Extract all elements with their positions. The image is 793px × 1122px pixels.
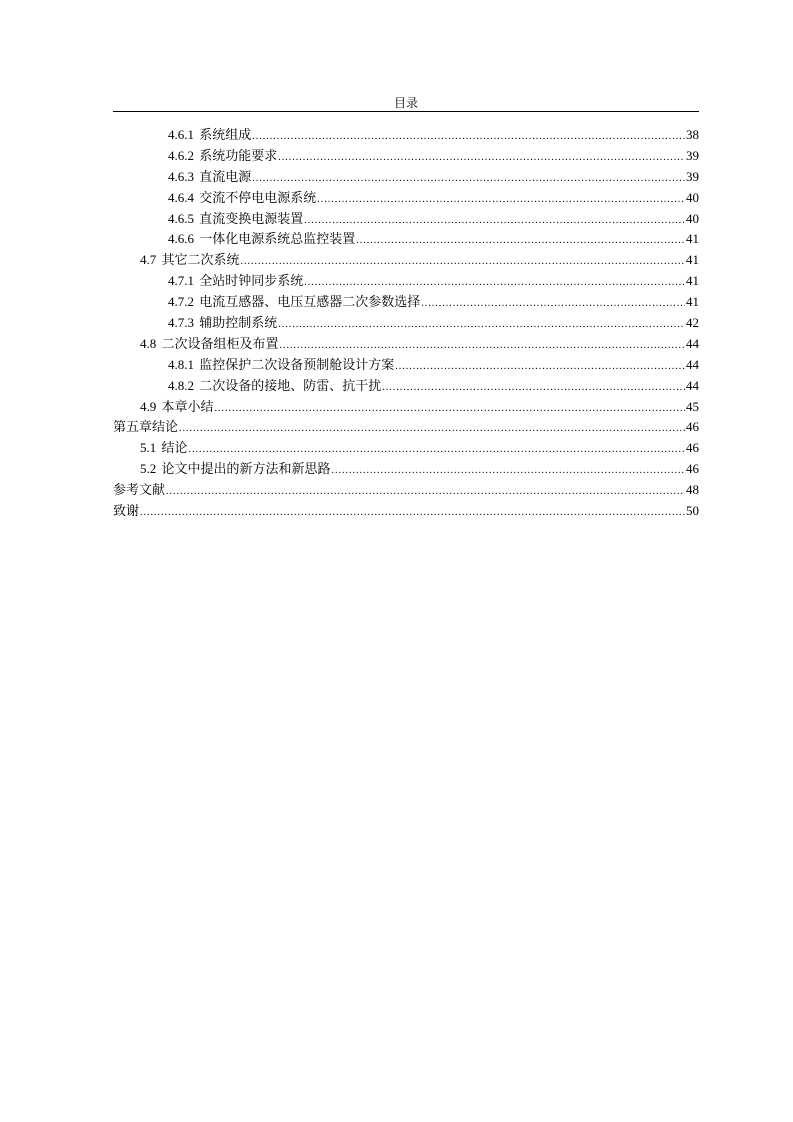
toc-entry-title: 电流互感器、电压互感器二次参数选择 — [199, 294, 421, 310]
toc-entry-title: 直流电源 — [199, 168, 252, 184]
toc-dot-leader — [332, 461, 685, 482]
toc-entry-title: 辅助控制系统 — [199, 315, 278, 331]
toc-dot-leader — [304, 273, 685, 294]
toc-entry[interactable] — [113, 146, 699, 167]
toc-entry-page-number: 46 — [686, 440, 699, 456]
toc-entry-number: 4.8.2 — [168, 377, 194, 393]
toc-entry-page-number: 41 — [686, 273, 699, 289]
toc-entry-label — [168, 376, 381, 397]
toc-entry-page-number: 39 — [686, 147, 699, 163]
toc-dot-leader — [252, 127, 685, 148]
toc-entry[interactable] — [113, 250, 699, 271]
toc-entry[interactable] — [113, 209, 699, 230]
toc-entry-page-number: 44 — [686, 356, 699, 372]
toc-dot-leader — [215, 399, 685, 420]
toc-entry-number: 4.6.5 — [168, 210, 194, 226]
toc-entry-title: 二次设备组柜及布置 — [161, 335, 279, 351]
toc-entry-title: 致谢 — [113, 503, 140, 519]
toc-entry[interactable] — [113, 292, 699, 313]
toc-entry-page-number: 46 — [686, 461, 699, 477]
toc-entry-page-number: 40 — [686, 210, 699, 226]
toc-entry-number: 4.7.3 — [168, 315, 194, 331]
toc-entry-number: 4.6.3 — [168, 168, 194, 184]
toc-entry-title: 交流不停电电源系统 — [199, 189, 317, 205]
toc-entry[interactable] — [113, 229, 699, 250]
toc-entry[interactable] — [113, 313, 699, 334]
toc-entry-title: 论文中提出的新方法和新思路 — [161, 461, 331, 477]
toc-entry-number: 4.8 — [140, 335, 157, 351]
toc-entry[interactable] — [113, 438, 699, 459]
toc-entry[interactable] — [113, 125, 699, 146]
toc-entry-number: 4.6.1 — [168, 127, 194, 142]
toc-entry-number: 5.1 — [140, 440, 157, 456]
toc-entry-number: 4.6.2 — [168, 147, 194, 163]
page-header-title: 目录 — [393, 96, 418, 110]
toc-entry-label — [140, 397, 214, 418]
toc-entry-label — [113, 480, 165, 501]
toc-entry[interactable] — [113, 167, 699, 188]
toc-entry-label — [168, 355, 394, 376]
toc-entry-title: 第五章结论 — [113, 419, 179, 435]
toc-entry-page-number: 41 — [686, 231, 699, 247]
toc-entry-label — [140, 438, 188, 459]
toc-entry-number: 4.7.1 — [168, 273, 194, 289]
toc-entry-label — [168, 146, 277, 167]
toc-entry-label — [168, 313, 277, 334]
toc-dot-leader — [241, 252, 685, 273]
toc-entry-page-number: 46 — [686, 419, 699, 435]
toc-entry-title: 全站时钟同步系统 — [199, 273, 304, 289]
toc-entry[interactable] — [113, 188, 699, 209]
toc-entry[interactable] — [113, 459, 699, 480]
toc-entry-page-number: 42 — [686, 315, 699, 331]
toc-entry-page-number: 41 — [686, 294, 699, 310]
toc-entry[interactable] — [113, 271, 699, 292]
toc-entry-number: 4.8.1 — [168, 356, 194, 372]
toc-entry-label — [168, 188, 316, 209]
toc-entry-label — [168, 209, 303, 230]
toc-entry-label — [113, 501, 139, 522]
toc-dot-leader — [278, 315, 685, 336]
toc-entry-title: 直流变换电源装置 — [199, 210, 304, 226]
toc-entry-page-number: 44 — [686, 335, 699, 351]
toc-entry-label — [140, 459, 331, 480]
toc-entry[interactable] — [113, 376, 699, 397]
toc-entry[interactable] — [113, 397, 699, 418]
toc-entry-title: 结论 — [161, 440, 188, 456]
toc-entry-page-number: 40 — [686, 189, 699, 205]
toc-dot-leader — [356, 231, 685, 252]
toc-entry-label — [140, 334, 279, 355]
toc-entry-label — [140, 250, 240, 271]
toc-entry[interactable] — [113, 334, 699, 355]
toc-entry-number: 4.9 — [140, 398, 157, 414]
toc-entry-title: 一体化电源系统总监控装置 — [199, 231, 356, 247]
toc-dot-leader — [317, 190, 685, 211]
toc-dot-leader — [179, 419, 685, 440]
toc-entry-page-number: 39 — [686, 168, 699, 184]
toc-entry-number: 4.6.6 — [168, 231, 194, 247]
toc-entry[interactable] — [113, 501, 699, 522]
toc-dot-leader — [166, 482, 685, 503]
toc-entry-number: 4.7.2 — [168, 294, 194, 310]
toc-dot-leader — [382, 378, 685, 399]
toc-entry[interactable] — [113, 417, 699, 438]
toc-entry-label — [168, 229, 355, 250]
table-of-contents — [113, 125, 699, 522]
toc-dot-leader — [278, 148, 685, 169]
toc-dot-leader — [304, 211, 685, 232]
header-divider — [113, 111, 699, 112]
toc-entry-page-number: 41 — [686, 252, 699, 268]
toc-entry[interactable] — [113, 480, 699, 501]
toc-entry-title: 参考文献 — [113, 482, 166, 498]
toc-entry[interactable] — [113, 355, 699, 376]
toc-entry-number: 4.7 — [140, 252, 157, 268]
toc-entry-title: 二次设备的接地、防雷、抗干扰 — [199, 377, 382, 393]
toc-entry-page-number: 45 — [686, 398, 699, 414]
toc-dot-leader — [140, 503, 685, 524]
toc-dot-leader — [189, 440, 685, 461]
toc-entry-title: 其它二次系统 — [161, 252, 240, 268]
toc-entry-label — [113, 417, 178, 438]
toc-dot-leader — [280, 336, 685, 357]
toc-entry-title: 本章小结 — [161, 398, 214, 414]
toc-entry-label — [168, 271, 303, 292]
toc-entry-number: 5.2 — [140, 461, 157, 477]
toc-entry-label — [168, 167, 251, 188]
toc-dot-leader — [421, 294, 685, 315]
toc-dot-leader — [252, 169, 685, 190]
toc-dot-leader — [395, 357, 685, 378]
toc-entry-title: 监控保护二次设备预制舱设计方案 — [199, 356, 395, 372]
toc-entry-page-number: 38 — [686, 127, 699, 142]
toc-entry-label — [168, 125, 251, 146]
toc-entry-title: 系统组成 — [199, 127, 252, 142]
toc-entry-title: 系统功能要求 — [199, 147, 278, 163]
toc-entry-page-number: 50 — [686, 503, 699, 519]
toc-entry-number: 4.6.4 — [168, 189, 194, 205]
toc-entry-page-number: 48 — [686, 482, 699, 498]
toc-entry-label — [168, 292, 420, 313]
toc-entry-page-number: 44 — [686, 377, 699, 393]
